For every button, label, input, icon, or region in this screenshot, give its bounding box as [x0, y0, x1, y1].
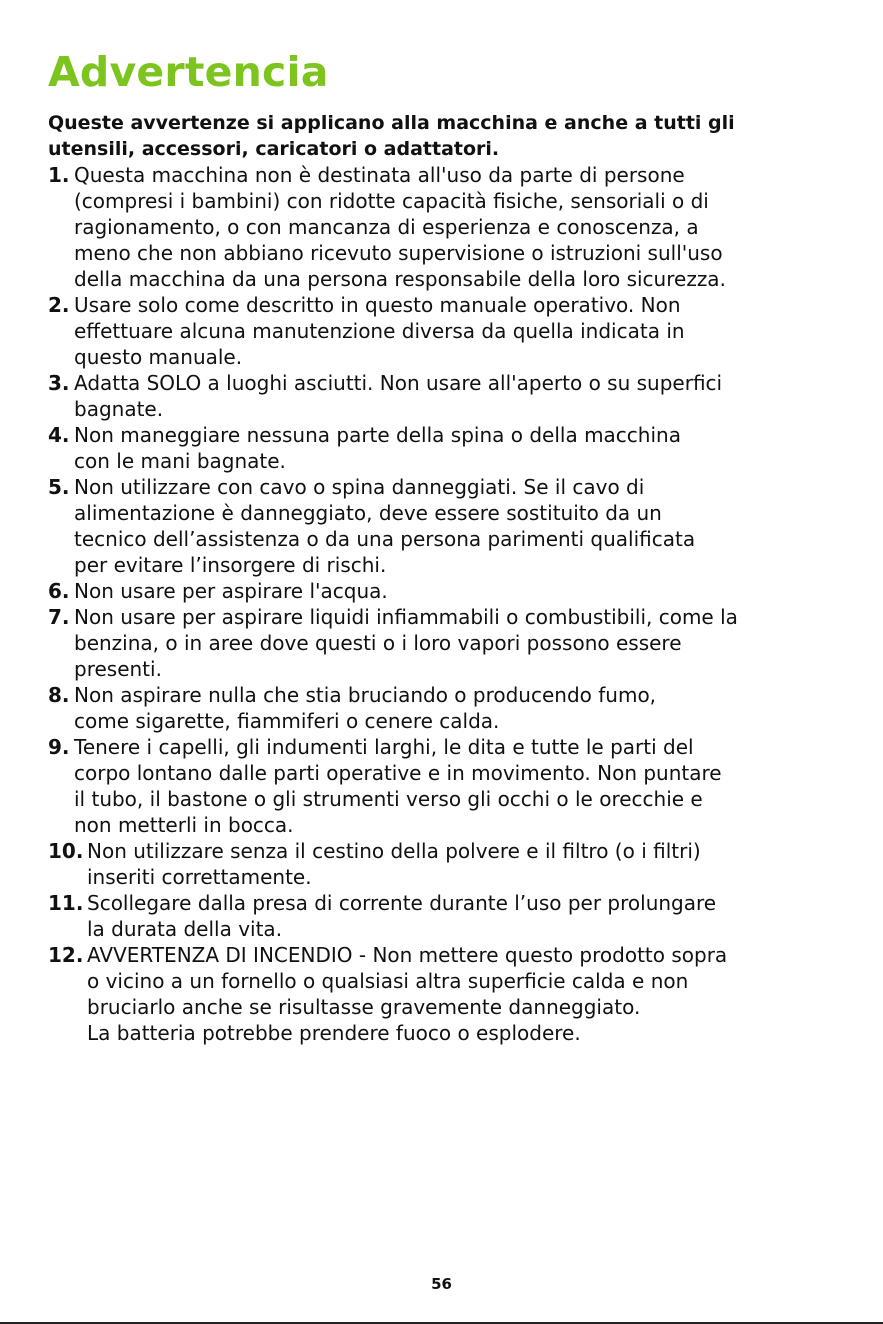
item-text-line: con le mani bagnate.: [74, 449, 286, 473]
item-text-line: o vicino a un fornello o qualsiasi altra superficie calda e non: [87, 969, 689, 993]
item-text-line: inseriti correttamente.: [87, 865, 312, 889]
item-text-line: AVVERTENZA DI INCENDIO - Non mettere questo prodotto sopra: [87, 943, 728, 967]
item-text-line: Tenere i capelli, gli indumenti larghi, le dita e tutte le parti del: [74, 735, 694, 759]
item-text-line: corpo lontano dalle parti operative e in movimento. Non puntare: [74, 761, 722, 785]
page-title: Advertencia: [48, 48, 329, 96]
warning-item: [48, 604, 848, 682]
intro-line: utensili, accessori, caricatori o adattatori.: [48, 138, 500, 160]
item-text-line: questo manuale.: [74, 345, 243, 369]
item-text-line: Non utilizzare con cavo o spina danneggiati. Se il cavo di: [74, 475, 645, 499]
item-text-line: Non usare per aspirare l'acqua.: [74, 579, 388, 603]
warning-item: [48, 578, 848, 604]
item-text-line: la durata della vita.: [87, 917, 283, 941]
warning-item: [48, 734, 848, 838]
item-text-line: meno che non abbiano ricevuto supervisione o istruzioni sull'uso: [74, 241, 723, 265]
item-text-line: bruciarlo anche se risultasse gravemente danneggiato.: [87, 995, 641, 1019]
item-text-line: Non usare per aspirare liquidi infiammabili o combustibili, come la: [74, 605, 738, 629]
item-text-line: il tubo, il bastone o gli strumenti verso gli occhi o le orecchie e: [74, 787, 703, 811]
item-number: 1.: [48, 163, 70, 187]
item-text-line: Non aspirare nulla che stia bruciando o producendo fumo,: [74, 683, 657, 707]
item-text-line: benzina, o in aree dove questi o i loro vapori possono essere: [74, 631, 682, 655]
item-number: 4.: [48, 423, 70, 447]
item-text-line: per evitare l’insorgere di rischi.: [74, 553, 387, 577]
item-text-line: non metterli in bocca.: [74, 813, 294, 837]
item-text-line: Non maneggiare nessuna parte della spina o della macchina: [74, 423, 681, 447]
item-text-line: alimentazione è danneggiato, deve essere sostituito da un: [74, 501, 662, 525]
item-number: 10.: [48, 839, 84, 863]
item-number: 12.: [48, 943, 84, 967]
warning-item: [48, 942, 848, 1046]
item-number: 9.: [48, 735, 70, 759]
item-text-line: effettuare alcuna manutenzione diversa da quella indicata in: [74, 319, 685, 343]
warning-item: [48, 292, 848, 370]
item-text-line: della macchina da una persona responsabile della loro sicurezza.: [74, 267, 726, 291]
warning-item: [48, 370, 848, 422]
document-page: [48, 46, 848, 1046]
item-text-line: presenti.: [74, 657, 162, 681]
item-text-line: Usare solo come descritto in questo manuale operativo. Non: [74, 293, 681, 317]
page-number: 56: [431, 1275, 452, 1293]
item-text-line: (compresi i bambini) con ridotte capacità fisiche, sensoriali o di: [74, 189, 709, 213]
warning-item: [48, 682, 848, 734]
warning-item: [48, 890, 848, 942]
intro-paragraph: [48, 110, 808, 162]
item-number: 2.: [48, 293, 70, 317]
item-text-line: Questa macchina non è destinata all'uso da parte di persone: [74, 163, 685, 187]
item-text-line: ragionamento, o con mancanza di esperienza e conoscenza, a: [74, 215, 699, 239]
warning-item: [48, 838, 848, 890]
item-text-line: La batteria potrebbe prendere fuoco o esplodere.: [87, 1021, 581, 1045]
warning-item: [48, 162, 848, 292]
item-text-line: bagnate.: [74, 397, 164, 421]
intro-line: Queste avvertenze si applicano alla macchina e anche a tutti gli: [48, 112, 735, 134]
item-text-line: tecnico dell’assistenza o da una persona parimenti qualificata: [74, 527, 696, 551]
item-text-line: Adatta SOLO a luoghi asciutti. Non usare all'aperto o su superfici: [74, 371, 723, 395]
item-number: 3.: [48, 371, 70, 395]
item-number: 7.: [48, 605, 70, 629]
warning-list: [48, 162, 848, 1046]
warning-item: [48, 474, 848, 578]
item-number: 6.: [48, 579, 70, 603]
item-number: 5.: [48, 475, 70, 499]
item-number: 11.: [48, 891, 84, 915]
item-text-line: come sigarette, fiammiferi o cenere calda.: [74, 709, 500, 733]
item-text-line: Scollegare dalla presa di corrente durante l’uso per prolungare: [87, 891, 717, 915]
warning-item: [48, 422, 848, 474]
item-text-line: Non utilizzare senza il cestino della polvere e il filtro (o i filtri): [87, 839, 701, 863]
item-number: 8.: [48, 683, 70, 707]
